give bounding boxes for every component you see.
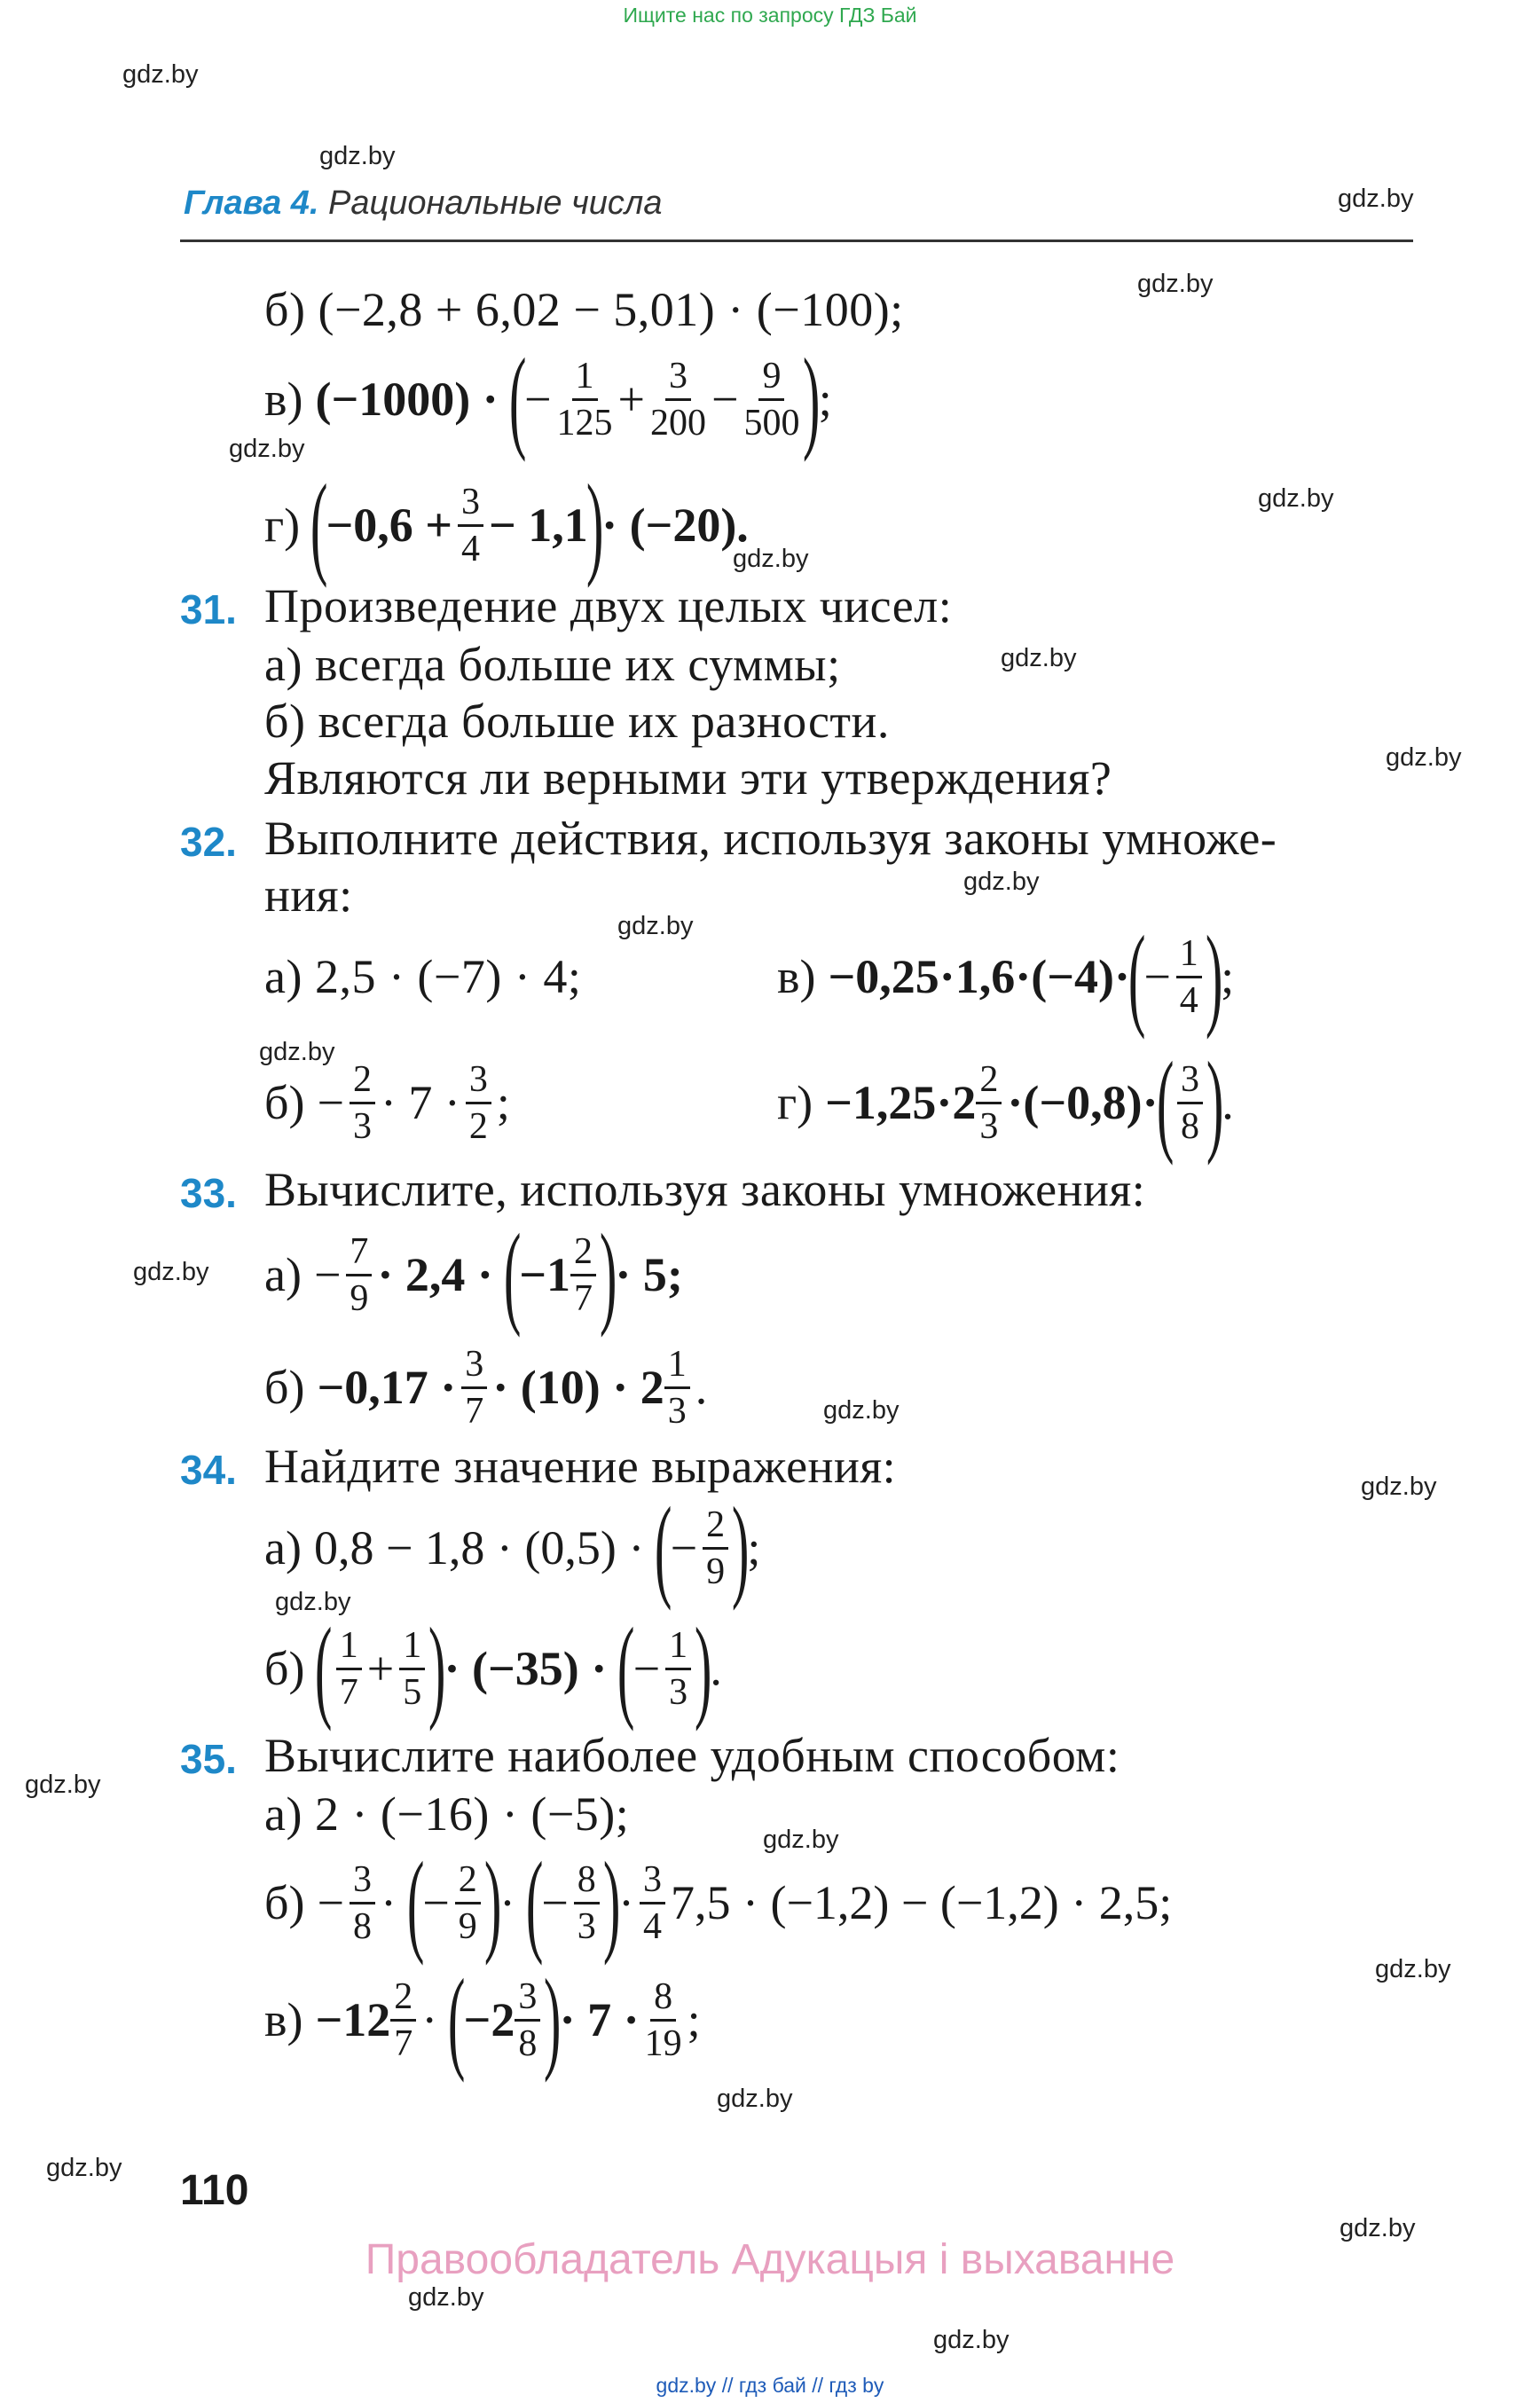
copyright-owner: Правообладатель Адукацыя і выхаванне bbox=[365, 2236, 1175, 2283]
fraction: $\frac{2}{3}$ bbox=[976, 1061, 1002, 1145]
watermark: gdz.by bbox=[1340, 2214, 1416, 2242]
fraction: $\frac{3}{2}$ bbox=[466, 1061, 491, 1145]
fraction: $\frac{3}{8}$ bbox=[515, 1978, 540, 2062]
chapter-title: Рациональные числа bbox=[328, 185, 663, 222]
fraction: $\frac{1}{7}$ bbox=[336, 1627, 362, 1711]
prob34-a: а) 0,8 − 1,8 · (0,5) · ( − $\frac{2}{9}$ ) ; bbox=[264, 1484, 761, 1612]
watermark: gdz.by bbox=[763, 1826, 839, 1854]
watermark: gdz.by bbox=[733, 545, 809, 573]
chapter-header bbox=[184, 185, 662, 223]
watermark: gdz.by bbox=[1375, 1955, 1451, 1983]
prob34-title: Найдите значение выражения: bbox=[264, 1440, 897, 1493]
fraction: $\frac{1}{3}$ bbox=[665, 1627, 691, 1711]
watermark: gdz.by bbox=[229, 435, 305, 463]
fraction: $\frac{8}{19}$ bbox=[644, 1975, 682, 2064]
prob34-b: б) ( $\frac{1}{7}$ + $\frac{1}{5}$ ) · (−35) · ( − $\frac{1}{3}$ ) . bbox=[264, 1605, 722, 1732]
prob35-title: Вычислите наиболее удобным способом: bbox=[264, 1729, 1120, 1782]
watermark: gdz.by bbox=[133, 1258, 209, 1286]
prob33-b: б) −0,17 · $\frac{3}{7}$ · (10) · 2 $\frac{1}{3}$ . bbox=[264, 1343, 708, 1432]
watermark: gdz.by bbox=[1137, 270, 1214, 298]
watermark: gdz.by bbox=[823, 1396, 900, 1425]
watermark: gdz.by bbox=[122, 60, 199, 89]
problem-number: 34. bbox=[180, 1447, 237, 1493]
fraction: $\frac{1}{5}$ bbox=[399, 1627, 425, 1711]
watermark: gdz.by bbox=[1258, 484, 1334, 513]
fraction: $\frac{8}{3}$ bbox=[574, 1861, 600, 1945]
watermark: gdz.by bbox=[1361, 1472, 1437, 1501]
watermark: gdz.by bbox=[319, 142, 396, 170]
prob31-question: Являются ли верными эти утверждения? bbox=[264, 751, 1112, 805]
prob30-v: в) (−1000) · ( − $\frac{1}{125}$ + $\frac{3}{200}$ − $\frac{9}{500}$ ) ; bbox=[264, 335, 832, 463]
fraction: $\frac{3}{7}$ bbox=[461, 1346, 487, 1430]
prob31-a: а) всегда больше их суммы; bbox=[264, 638, 841, 691]
problem-number: 31. bbox=[180, 586, 237, 632]
watermark: gdz.by bbox=[717, 2085, 793, 2113]
watermark: gdz.by bbox=[617, 912, 694, 940]
problem-number: 33. bbox=[180, 1170, 237, 1216]
prob35-v: в) −12 $\frac{2}{7}$ · ( −2 $\frac{3}{8}$ ) · 7 · $\frac{8}{19}$ ; bbox=[264, 1956, 701, 2084]
prob31-b: б) всегда больше их разности. bbox=[264, 695, 890, 748]
watermark: gdz.by bbox=[275, 1588, 351, 1616]
fraction: $\frac{2}{7}$ bbox=[390, 1978, 416, 2062]
fraction: $\frac{2}{9}$ bbox=[455, 1861, 481, 1945]
prob30-g: г) ( −0,6 + $\frac{3}{4}$ − 1,1 ) · (−20). bbox=[264, 461, 749, 589]
prob32-a: а) 2,5 · (−7) · 4; bbox=[264, 950, 582, 1003]
header-rule bbox=[180, 240, 1413, 242]
watermark: gdz.by bbox=[259, 1038, 335, 1066]
prob31-title: Произведение двух целых чисел: bbox=[264, 579, 953, 632]
prob33-a: а) − $\frac{7}{9}$ · 2,4 · ( −1 $\frac{2}{7}$ ) · 5; bbox=[264, 1211, 683, 1339]
fraction: $\frac{3}{200}$ bbox=[649, 355, 706, 444]
watermark: gdz.by bbox=[1338, 185, 1414, 213]
chapter-number: Глава 4. bbox=[184, 185, 319, 222]
fraction: $\frac{3}{8}$ bbox=[1177, 1061, 1203, 1145]
fraction: $\frac{3}{8}$ bbox=[350, 1861, 375, 1945]
bottom-links[interactable]: gdz.by // гдз бай // гдз by bbox=[656, 2374, 884, 2397]
prob30-b: б) (−2,8 + 6,02 − 5,01) · (−100); bbox=[264, 283, 904, 336]
watermark: gdz.by bbox=[1386, 743, 1462, 772]
fraction: $\frac{1}{3}$ bbox=[664, 1346, 690, 1430]
watermark: gdz.by bbox=[1001, 644, 1077, 672]
fraction: $\frac{2}{3}$ bbox=[350, 1061, 375, 1145]
watermark: gdz.by bbox=[963, 868, 1040, 896]
problem-number: 32. bbox=[180, 819, 237, 865]
fraction: $\frac{1}{125}$ bbox=[556, 355, 613, 444]
fraction: $\frac{2}{9}$ bbox=[703, 1506, 728, 1590]
fraction: $\frac{3}{4}$ bbox=[458, 483, 483, 568]
fraction: $\frac{1}{4}$ bbox=[1176, 935, 1202, 1019]
page-number: 110 bbox=[180, 2167, 249, 2214]
fraction: $\frac{2}{7}$ bbox=[570, 1233, 596, 1317]
watermark: gdz.by bbox=[46, 2154, 122, 2182]
top-banner[interactable]: Ищите нас по запросу ГДЗ Бай bbox=[623, 4, 917, 27]
prob32-b: б) − $\frac{2}{3}$ · 7 · $\frac{3}{2}$ ; bbox=[264, 1058, 510, 1147]
fraction: $\frac{7}{9}$ bbox=[346, 1233, 372, 1317]
prob32-v: в) −0,25·1,6·(−4)· ( − $\frac{1}{4}$ ) ; bbox=[777, 913, 1235, 1041]
prob35-a: а) 2 · (−16) · (−5); bbox=[264, 1787, 630, 1841]
problem-number: 35. bbox=[180, 1736, 237, 1782]
prob33-title: Вычислите, используя законы умножения: bbox=[264, 1163, 1146, 1216]
prob32-title: Выполните действия, используя законы умноже- bbox=[264, 812, 1277, 865]
fraction: $\frac{9}{500}$ bbox=[743, 355, 800, 444]
fraction: $\frac{3}{4}$ bbox=[640, 1861, 665, 1945]
prob32-title2: ния: bbox=[264, 868, 353, 922]
watermark: gdz.by bbox=[408, 2283, 484, 2312]
prob35-b: б) − $\frac{3}{8}$ · ( − $\frac{2}{9}$ ) · ( − $\frac{8}{3}$ ) · $\frac{3}{4}$ 7,5 · (−1,2) − (−1,2) · 2,5; bbox=[264, 1839, 1173, 1967]
watermark: gdz.by bbox=[933, 2326, 1010, 2354]
prob32-g: г) −1,25·2 $\frac{2}{3}$ ·(−0,8)· ( $\frac{3}{8}$ ) . bbox=[777, 1039, 1234, 1166]
watermark: gdz.by bbox=[25, 1771, 101, 1799]
